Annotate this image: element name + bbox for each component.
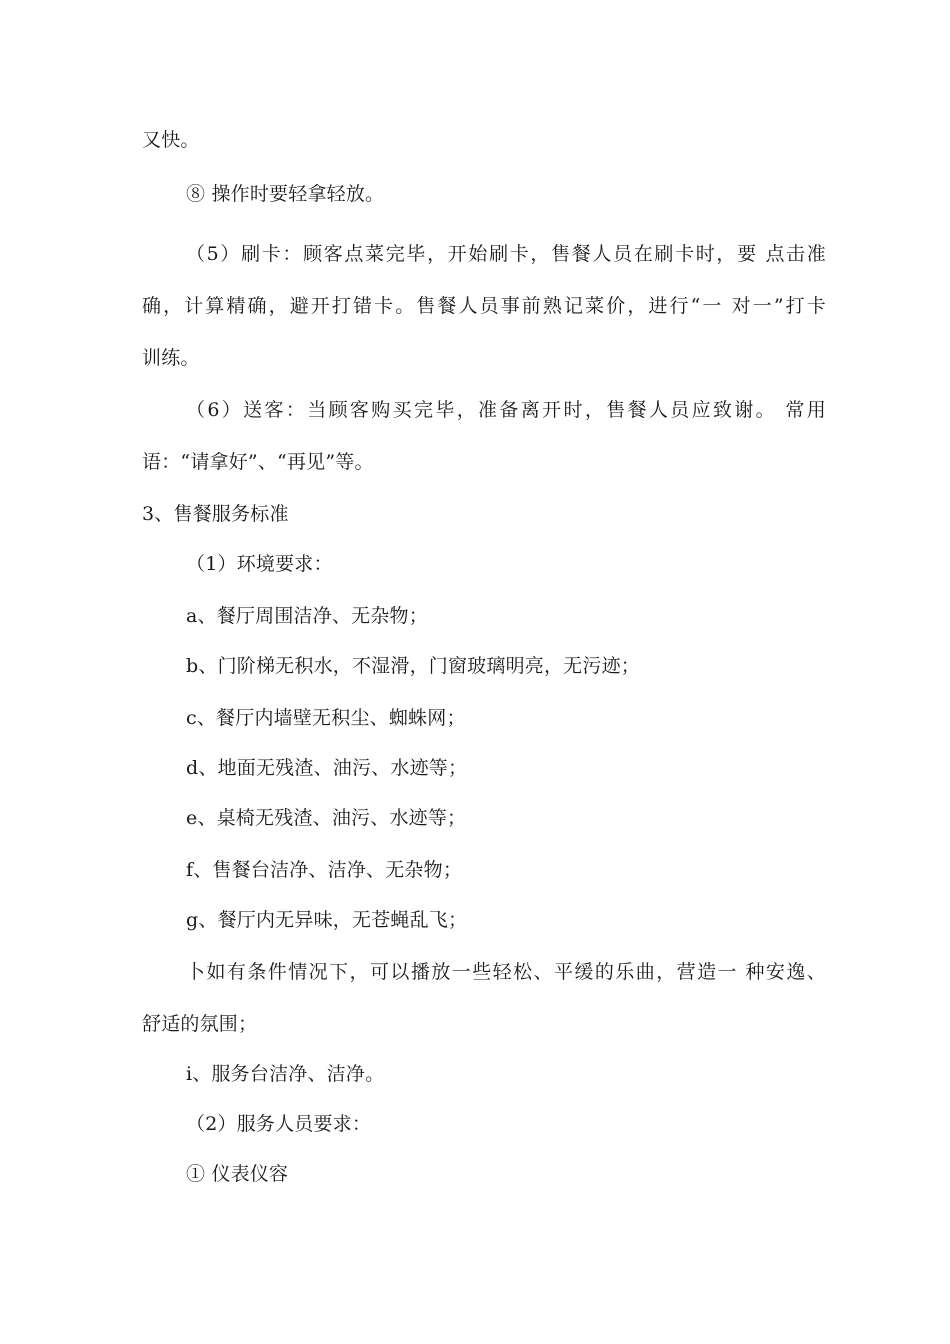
subsection-heading: （2）服务人员要求：: [186, 1113, 372, 1135]
list-item: d、地面无残渣、油污、水迹等；: [186, 757, 468, 779]
list-item: f、售餐台洁净、洁净、无杂物；: [186, 859, 463, 881]
text-line: 确，计算精确，避开打错卡。售餐人员事前熟记菜价，进行“一 对一”打卡: [142, 295, 826, 317]
list-item: ① 仪表仪容: [186, 1163, 289, 1185]
list-item: g、餐厅内无异味，无苍蝇乱飞；: [186, 909, 468, 931]
list-item: c、餐厅内墙壁无积尘、蜘蛛网；: [186, 707, 466, 729]
subsection-heading: （1）环境要求：: [186, 553, 333, 575]
list-item: e、桌椅无残渣、油污、水迹等；: [186, 807, 467, 829]
text-line: 训练。: [142, 347, 200, 369]
list-item: a、餐厅周围洁净、无杂物；: [186, 605, 428, 627]
text-line: （5）刷卡：顾客点菜完毕，开始刷卡，售餐人员在刷卡时，要 点击准: [186, 243, 826, 265]
section-heading: 3、售餐服务标准: [142, 503, 289, 525]
text-line: 语：“请拿好”、“再见”等。: [142, 451, 374, 473]
text-line: 又快。: [142, 129, 200, 151]
text-line: 舒适的氛围；: [142, 1013, 258, 1035]
text-line: ⑧ 操作时要轻拿轻放。: [186, 183, 385, 205]
list-item: i、服务台洁净、洁净。: [186, 1063, 385, 1085]
text-line: （6）送客：当顾客购买完毕，准备离开时，售餐人员应致谢。 常用: [186, 399, 826, 421]
list-item: 卜如有条件情况下，可以播放一些轻松、平缓的乐曲，营造一 种安逸、: [186, 961, 826, 983]
list-item: b、门阶梯无积水，不湿滑，门窗玻璃明亮，无污迹；: [186, 655, 640, 677]
